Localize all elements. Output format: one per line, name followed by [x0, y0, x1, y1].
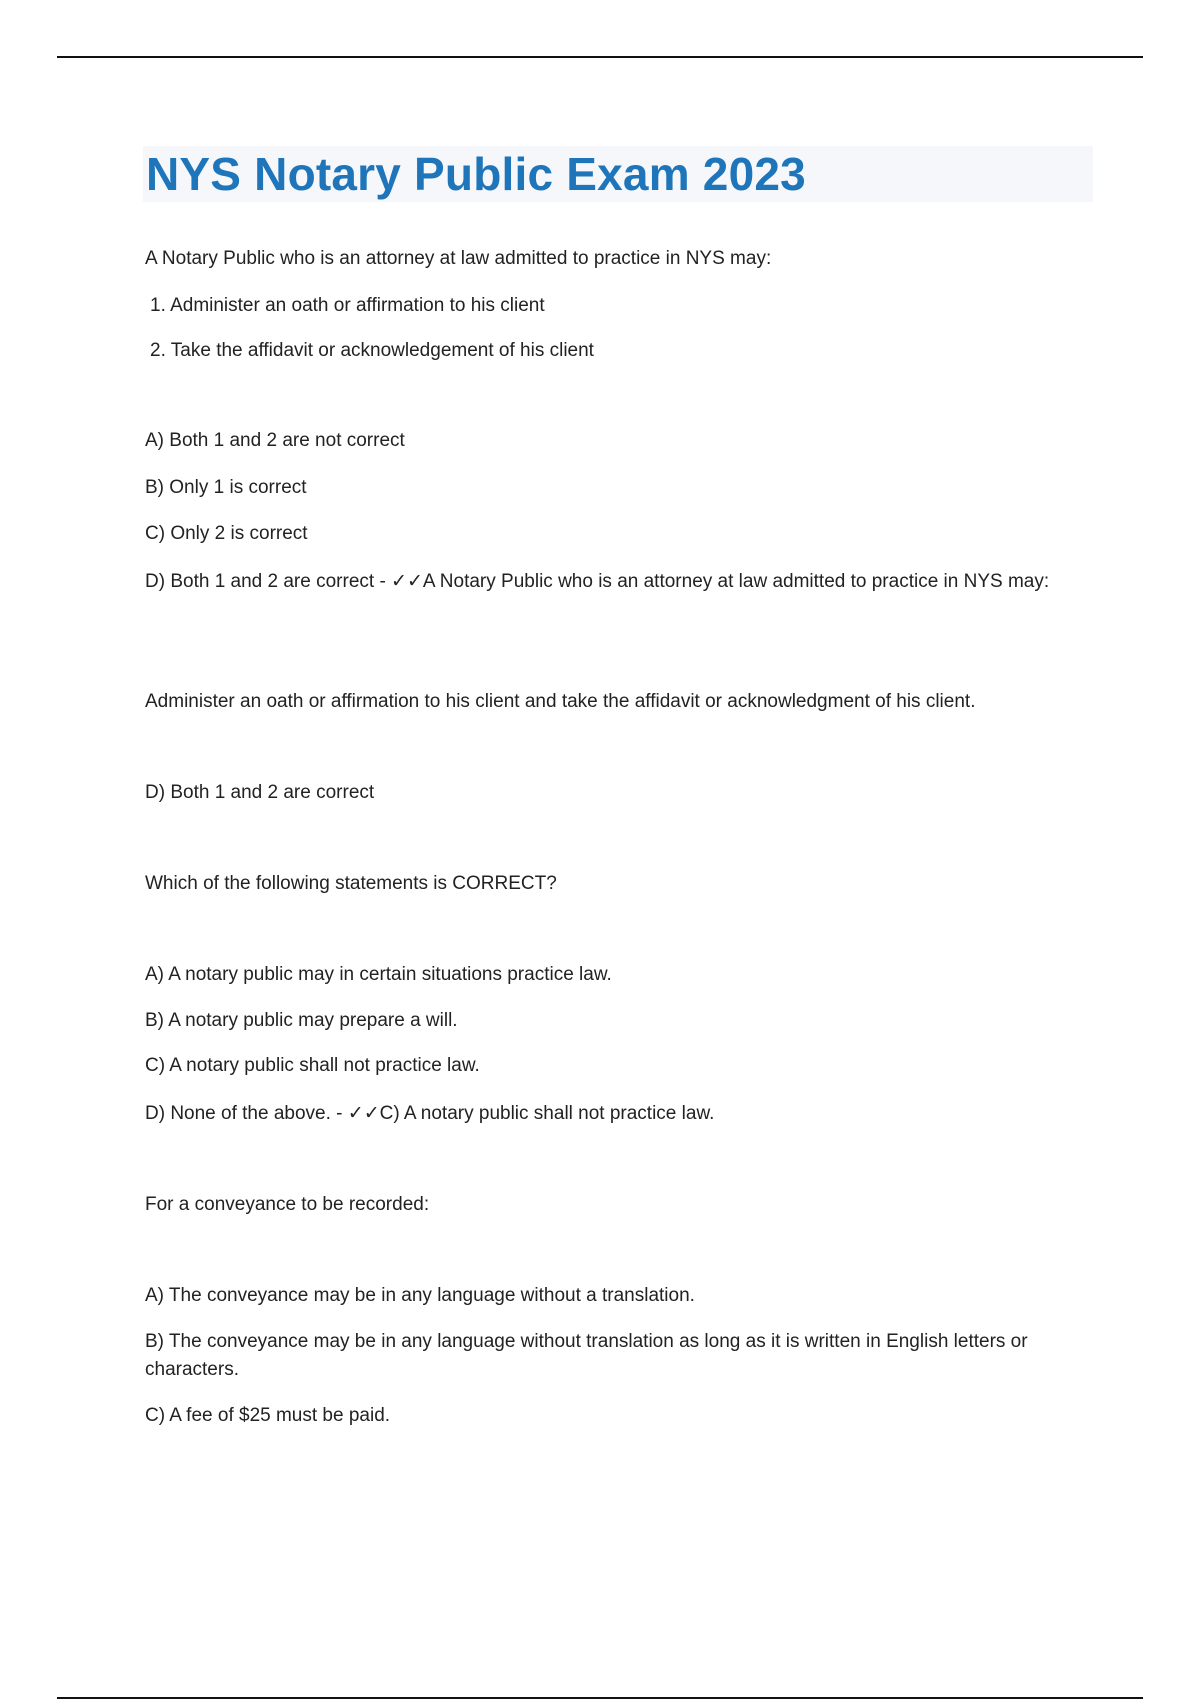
question-1-statement-2: 2. Take the affidavit or acknowledgement of his client — [150, 340, 594, 361]
question-2-option-d-answer: D) None of the above. - ✓✓C) A notary public shall not practice law. — [145, 1103, 715, 1124]
question-2-option-a: A) A notary public may in certain situations practice law. — [145, 964, 612, 985]
question-1-option-a: A) Both 1 and 2 are not correct — [145, 430, 405, 451]
question-3-option-b: B) The conveyance may be in any language without translation as long as it is written in English letters or characters. — [145, 1331, 1028, 1380]
question-3-option-c: C) A fee of $25 must be paid. — [145, 1405, 391, 1426]
question-2-text: Which of the following statements is CORRECT? — [145, 873, 557, 894]
question-2-option-c: C) A notary public shall not practice law. — [145, 1055, 480, 1076]
footer-rule — [57, 1697, 1143, 1699]
question-1-explanation: Administer an oath or affirmation to his client and take the affidavit or acknowledgment of his client. — [145, 691, 976, 712]
question-1-statement-1: 1. Administer an oath or affirmation to his client — [150, 295, 545, 316]
question-3-text: For a conveyance to be recorded: — [145, 1194, 430, 1215]
question-1-option-c: C) Only 2 is correct — [145, 523, 308, 544]
question-2-option-b: B) A notary public may prepare a will. — [145, 1010, 458, 1031]
question-1-option-d-answer: D) Both 1 and 2 are correct - ✓✓A Notary Public who is an attorney at law admitted to practice in NYS may: — [145, 571, 1050, 592]
question-1-text: A Notary Public who is an attorney at law admitted to practice in NYS may: — [145, 248, 772, 269]
question-3-option-a: A) The conveyance may be in any language without a translation. — [145, 1285, 695, 1306]
header-rule — [57, 56, 1143, 58]
question-1-option-b: B) Only 1 is correct — [145, 477, 307, 498]
document-title: NYS Notary Public Exam 2023 — [146, 148, 806, 200]
question-1-answer: D) Both 1 and 2 are correct — [145, 782, 375, 803]
